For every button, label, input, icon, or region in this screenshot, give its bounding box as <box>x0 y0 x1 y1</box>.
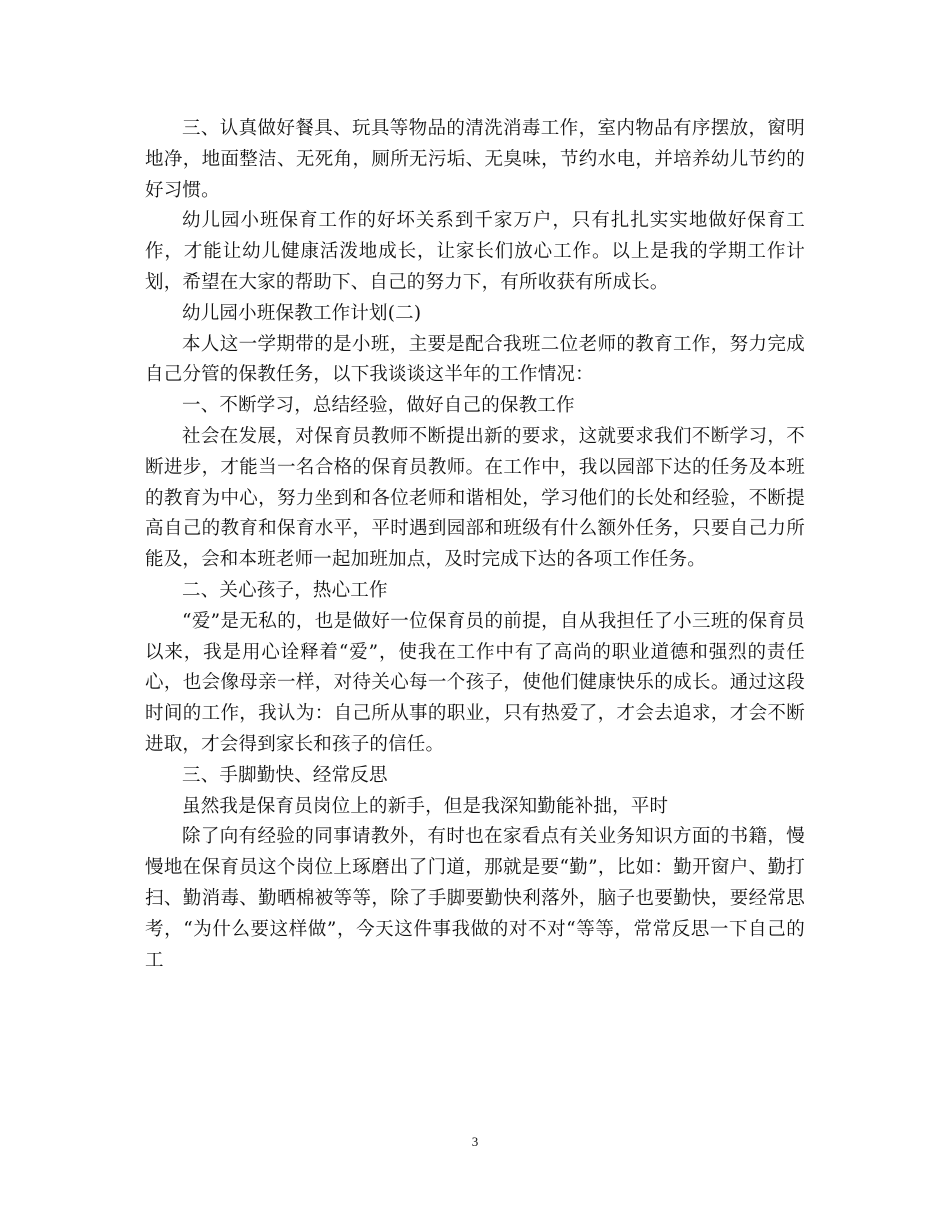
paragraph-diligence-start: 虽然我是保育员岗位上的新手，但是我深知勤能补拙，平时 <box>182 795 669 817</box>
heading-three: 三、手脚勤快、经常反思 <box>182 764 388 786</box>
paragraph-diligence-continued: 除了向有经验的同事请教外，有时也在家看点有关业务知识方面的书籍，慢慢地在保育员这个岗位上琢磨出了门道，那就是要“勤”，比如：勤开窗户、勤打扫、勤消毒、勤晒棉被等等，除了手脚要勤快利落外，脑子也要勤快，要经常思考，“为什么要这样做”，今天这件事我做的对不对“等等，常常反思一下自己的工 <box>145 826 805 971</box>
heading-two: 二、关心孩子，热心工作 <box>182 579 388 601</box>
paragraph-love: “爱”是无私的，也是做好一位保育员的前提，自从我担任了小三班的保育员以来，我是用心诠释着“爱”，使我在工作中有了高尚的职业道德和强烈的责任心，也会像母亲一样，对待关心每一个孩子，使他们健康快乐的成长。通过这段时间的工作，我认为：自己所从事的职业，只有热爱了，才会去追求，才会不断进取，才会得到家长和孩子的信任。 <box>145 610 805 755</box>
page-number: 3 <box>471 1134 479 1149</box>
section-title-plan-two: 幼儿园小班保教工作计划(二) <box>182 302 422 324</box>
paragraph-hygiene-work: 三、认真做好餐具、玩具等物品的清洗消毒工作，室内物品有序摆放，窗明地净，地面整洁、无死角，厕所无污垢、无臭味，节约水电，并培养幼儿节约的好习惯。 <box>145 118 805 201</box>
paragraph-learning: 社会在发展，对保育员教师不断提出新的要求，这就要求我们不断学习，不断进步，才能当一名合格的保育员教师。在工作中，我以园部下达的任务及本班的教育为中心，努力坐到和各位老师和谐相处，学习他们的长处和经验，不断提高自己的教育和保育水平，平时遇到园部和班级有什么额外任务，只要自己力所能及，会和本班老师一起加班加点，及时完成下达的各项工作任务。 <box>145 425 805 571</box>
paragraph-intro: 本人这一学期带的是小班，主要是配合我班二位老师的教育工作，努力完成自己分管的保教任务，以下我谈谈这半年的工作情况： <box>145 333 805 386</box>
heading-one: 一、不断学习，总结经验，做好自己的保教工作 <box>182 395 575 417</box>
body-text <box>145 114 805 976</box>
paragraph-conclusion: 幼儿园小班保育工作的好坏关系到千家万户，只有扎扎实实地做好保育工作，才能让幼儿健康活泼地成长，让家长们放心工作。以上是我的学期工作计划，希望在大家的帮助下、自己的努力下，有所收获有所成长。 <box>145 210 805 293</box>
